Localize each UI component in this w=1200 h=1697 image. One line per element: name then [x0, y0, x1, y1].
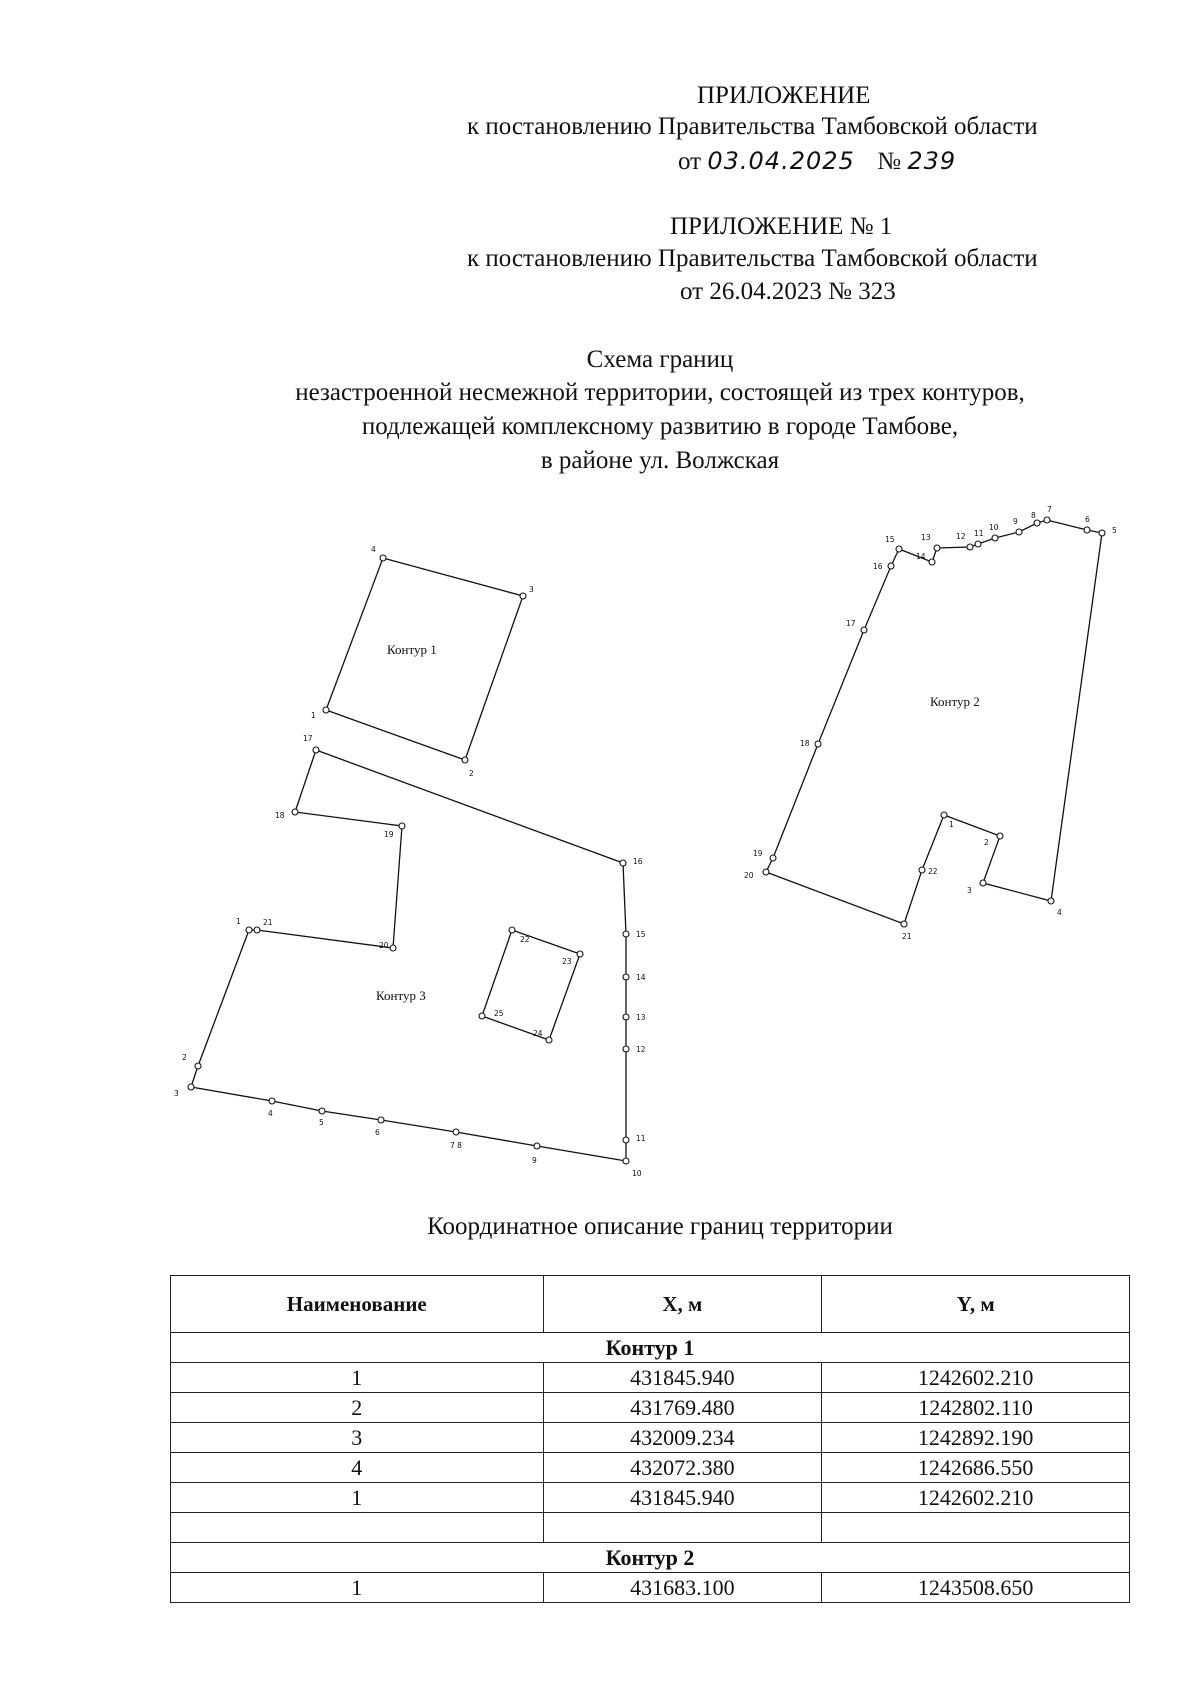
cell-y: 1243508.650	[822, 1573, 1130, 1603]
group-title-contour1: Контур 1	[171, 1333, 1130, 1363]
contour-2-point-label: 1	[949, 820, 954, 829]
number-prefix: №	[877, 148, 902, 175]
contour-3-vertex	[620, 860, 626, 866]
contour-3-vertex	[623, 1046, 629, 1052]
contour-1-vertex	[462, 757, 468, 763]
contour-2-vertex	[1099, 530, 1105, 536]
contour-3-point-label: 6	[375, 1128, 380, 1137]
coords-table	[170, 1275, 1130, 1603]
cell-empty	[543, 1513, 822, 1543]
contour-1-label: Контур 1	[387, 642, 437, 657]
contour-2-point-label: 16	[873, 562, 883, 571]
contour-3-point-label: 9	[532, 1156, 537, 1165]
contour-1-vertex	[323, 707, 329, 713]
cell-point: 1	[171, 1363, 544, 1393]
cell-x: 431683.100	[543, 1573, 822, 1603]
contour-3-vertex	[623, 1014, 629, 1020]
contour-3-point-label: 17	[303, 734, 313, 743]
contour-2-point-label: 5	[1112, 526, 1117, 535]
contour-2-vertex	[980, 880, 986, 886]
contour-3-point-label: 18	[275, 811, 285, 820]
cell-point: 1	[171, 1483, 544, 1513]
contour-2-vertex	[967, 544, 973, 550]
table-row	[171, 1393, 1130, 1423]
contour-3-point-label: 3	[174, 1089, 179, 1098]
contour-2-point-label: 19	[753, 849, 763, 858]
contour-3-point-label: 20	[379, 941, 389, 950]
contour-3-point-label: 16	[633, 857, 643, 866]
contour-1-vertex	[520, 593, 526, 599]
contour-2-point-label: 15	[885, 535, 895, 544]
contour-3-point-label: 19	[384, 830, 394, 839]
contour-3-vertex	[319, 1108, 325, 1114]
contour-3-inner-boundary	[482, 930, 580, 1040]
cell-point: 2	[171, 1393, 544, 1423]
contour-1	[311, 545, 534, 778]
table-header-row	[171, 1276, 1130, 1333]
contour-3-point-label: 12	[636, 1045, 646, 1054]
contour-3-vertex	[195, 1063, 201, 1069]
contour-2-vertex	[929, 559, 935, 565]
contour-2-vertex	[896, 546, 902, 552]
contour-3-vertex	[246, 927, 252, 933]
appendix-title: ПРИЛОЖЕНИЕ	[697, 82, 871, 109]
contour-3-vertex	[269, 1098, 275, 1104]
contour-2-point-label: 8	[1031, 511, 1036, 520]
contour-2	[744, 505, 1117, 941]
coords-title: Координатное описание границ территории	[427, 1213, 893, 1240]
contour-3-point-label: 13	[636, 1013, 646, 1022]
contour-3-point-label: 1	[236, 917, 241, 926]
contour-3-vertex	[623, 1158, 629, 1164]
contour-1-boundary	[326, 558, 523, 760]
contour-3-point-label: 15	[636, 930, 646, 939]
contour-3-inner-point-label: 23	[562, 957, 572, 966]
contour-2-point-label: 7	[1047, 505, 1052, 514]
contour-3-boundary	[191, 750, 626, 1161]
contour-3-point-label: 11	[636, 1134, 646, 1143]
contour-3-point-label: 14	[636, 973, 646, 982]
cell-x: 432009.234	[543, 1423, 822, 1453]
contour-1-point-label: 1	[311, 711, 316, 720]
contour-2-vertex	[941, 812, 947, 818]
contour-3-inner-point-label: 25	[494, 1009, 504, 1018]
scheme-title-line1: Схема границ	[586, 346, 734, 373]
contour-2-vertex	[901, 921, 907, 927]
appendix-subtitle: к постановлению Правительства Тамбовской области	[467, 113, 1038, 140]
cell-x: 432072.380	[543, 1453, 822, 1483]
contour-1-point-label: 3	[529, 585, 534, 594]
contour-3-vertex	[399, 823, 405, 829]
contour-3	[174, 734, 646, 1178]
cell-x: 431845.940	[543, 1483, 822, 1513]
contour-2-vertex	[934, 545, 940, 551]
handwritten-date: 03.04.2025	[707, 147, 855, 175]
date-prefix: от	[678, 148, 702, 175]
contour-3-point-label: 4	[268, 1109, 273, 1118]
table-row	[171, 1573, 1130, 1603]
contour-2-vertex	[997, 833, 1003, 839]
contour-3-point-label: 21	[263, 918, 273, 927]
contour-3-vertex	[188, 1084, 194, 1090]
contour-2-vertex	[975, 541, 981, 547]
col-header-y: Y, м	[822, 1276, 1130, 1333]
contour-3-vertex	[534, 1143, 540, 1149]
contour-2-point-label: 22	[928, 867, 938, 876]
cell-point: 4	[171, 1453, 544, 1483]
table-row	[171, 1423, 1130, 1453]
contour-3-vertex	[292, 809, 298, 815]
handwritten-number: 239	[907, 147, 957, 175]
contour-2-vertex	[815, 741, 821, 747]
contour-2-point-label: 14	[916, 552, 926, 561]
contour-2-point-label: 4	[1057, 908, 1062, 917]
contour-2-point-label: 20	[744, 871, 754, 880]
contour-2-vertex	[1016, 529, 1022, 535]
contour-2-vertex	[919, 867, 925, 873]
cell-point: 3	[171, 1423, 544, 1453]
contour-3-vertex	[623, 1137, 629, 1143]
contour-3-inner-point-label: 22	[520, 935, 530, 944]
contour-3-inner-vertex	[479, 1013, 485, 1019]
table-row-empty	[171, 1513, 1130, 1543]
contour-2-point-label: 13	[921, 533, 931, 542]
scheme-title-line3: подлежащей комплексному развитию в городе Тамбове,	[361, 413, 959, 440]
contour-2-point-label: 21	[902, 932, 912, 941]
contour-2-boundary	[766, 520, 1102, 924]
contour-3-inner-vertex	[577, 951, 583, 957]
table-row	[171, 1363, 1130, 1393]
table-row	[171, 1453, 1130, 1483]
contour-2-point-label: 6	[1085, 515, 1090, 524]
contour-2-point-label: 11	[974, 529, 984, 538]
col-header-x: X, м	[543, 1276, 822, 1333]
contour-2-point-label: 3	[967, 886, 972, 895]
contour-2-vertex	[861, 627, 867, 633]
cell-x: 431769.480	[543, 1393, 822, 1423]
contour-2-vertex	[1044, 517, 1050, 523]
contour-2-point-label: 17	[846, 619, 856, 628]
contour-2-point-label: 12	[956, 532, 966, 541]
group-title-contour2: Контур 2	[171, 1543, 1130, 1573]
contour-1-point-label: 2	[469, 769, 474, 778]
cell-y: 1242686.550	[822, 1453, 1130, 1483]
contour-3-vertex	[453, 1129, 459, 1135]
contour-2-vertex	[888, 563, 894, 569]
cell-y: 1242892.190	[822, 1423, 1130, 1453]
contour-2-point-label: 2	[984, 838, 989, 847]
contour-2-vertex	[763, 869, 769, 875]
contour-2-vertex	[770, 855, 776, 861]
cell-y: 1242802.110	[822, 1393, 1130, 1423]
contour-2-vertex	[1034, 520, 1040, 526]
contour-1-point-label: 4	[371, 545, 376, 554]
contour-3-point-label: 7 8	[450, 1141, 462, 1150]
contour-1-vertex	[380, 555, 386, 561]
table-row	[171, 1483, 1130, 1513]
scheme-title-line4: в районе ул. Волжская	[540, 447, 780, 474]
cell-empty	[171, 1513, 544, 1543]
contour-3-label: Контур 3	[376, 988, 426, 1003]
contour-2-point-label: 9	[1013, 517, 1018, 526]
contour-3-vertex	[390, 945, 396, 951]
group-row-contour1	[171, 1333, 1130, 1363]
contour-3-vertex	[378, 1117, 384, 1123]
contour-3-vertex	[313, 747, 319, 753]
contour-2-point-label: 10	[989, 523, 999, 532]
group-row-contour2	[171, 1543, 1130, 1573]
cell-x: 431845.940	[543, 1363, 822, 1393]
appendix1-date: от 26.04.2023 № 323	[680, 278, 896, 305]
contour-3-point-label: 10	[632, 1169, 642, 1178]
contour-2-vertex	[1084, 527, 1090, 533]
contour-3-inner-vertex	[509, 927, 515, 933]
contour-2-vertex	[992, 535, 998, 541]
col-header-name: Наименование	[171, 1276, 544, 1333]
contour-2-label: Контур 2	[930, 694, 980, 709]
scheme-title-line2: незастроенной несмежной территории, состоящей из трех контуров,	[295, 379, 1025, 406]
contour-3-point-label: 2	[182, 1053, 187, 1062]
contour-3-vertex	[623, 931, 629, 937]
contour-3-vertex	[254, 927, 260, 933]
cell-point: 1	[171, 1573, 544, 1603]
cell-y: 1242602.210	[822, 1363, 1130, 1393]
appendix1-subtitle: к постановлению Правительства Тамбовской области	[467, 245, 1038, 272]
appendix1-title: ПРИЛОЖЕНИЕ № 1	[670, 213, 893, 240]
contour-2-point-label: 18	[800, 739, 810, 748]
cell-y: 1242602.210	[822, 1483, 1130, 1513]
contour-3-inner-point-label: 24	[533, 1029, 543, 1038]
contour-3-vertex	[623, 974, 629, 980]
contour-3-point-label: 5	[319, 1118, 324, 1127]
contour-2-vertex	[1048, 898, 1054, 904]
cell-empty	[822, 1513, 1130, 1543]
contour-3-inner-vertex	[546, 1037, 552, 1043]
